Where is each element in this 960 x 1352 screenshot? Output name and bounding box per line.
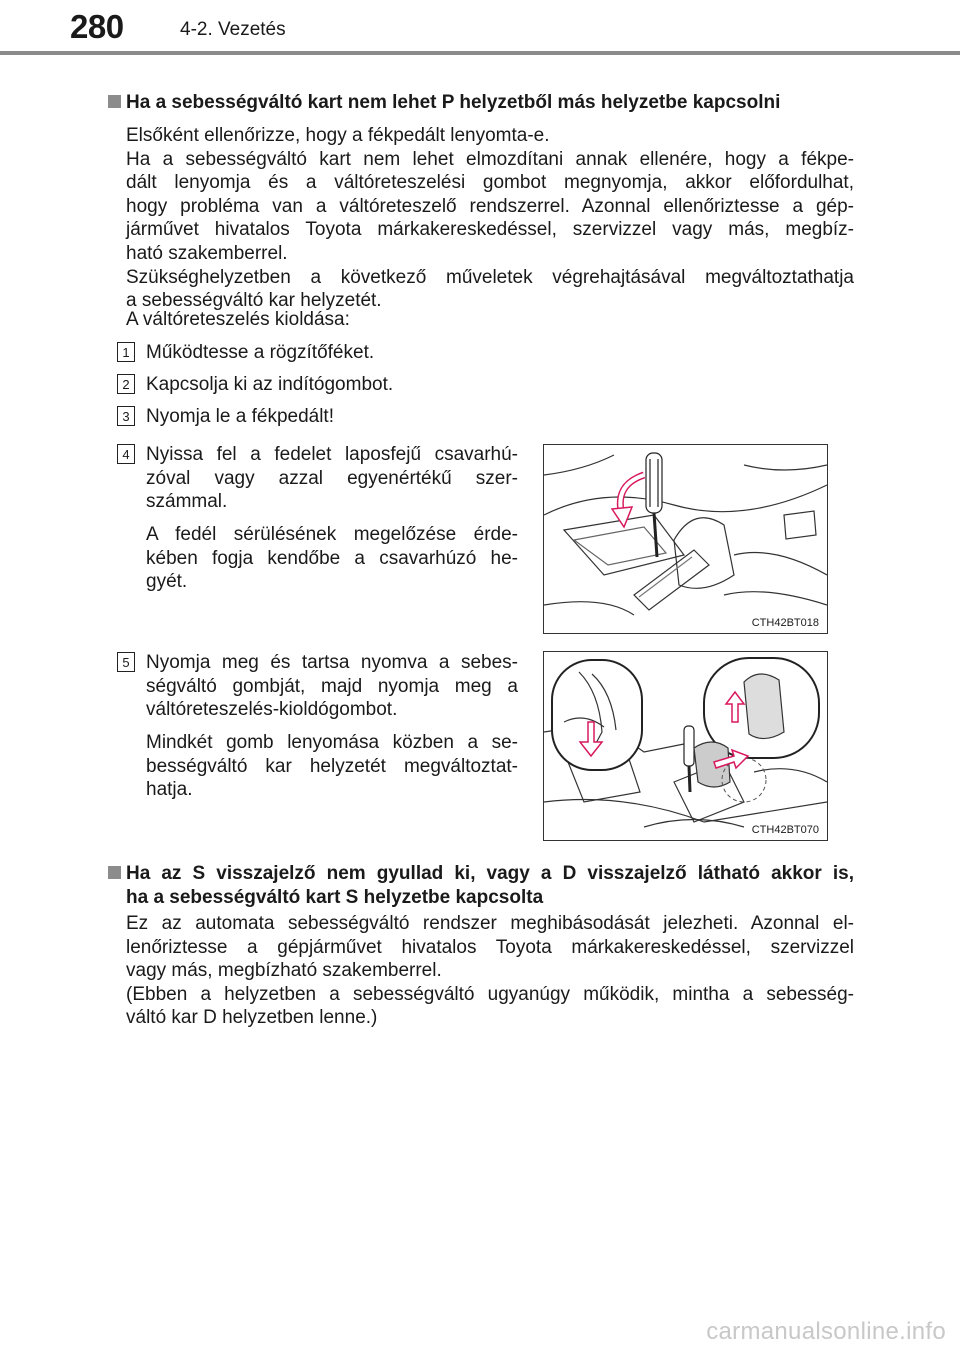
section-title: 4-2. Vezetés	[180, 19, 286, 40]
figure-shift-release	[543, 651, 828, 841]
step-5-line: Nyomja meg és tartsa nyomva a sebes-	[146, 652, 518, 673]
step-4-note-line: gyét.	[146, 571, 188, 593]
section-1-line: ható szakemberrel.	[126, 242, 288, 264]
section-1-body	[126, 124, 854, 313]
section-1	[126, 91, 854, 115]
release-intro: A váltóreteszelés kioldása:	[126, 309, 350, 330]
section-2-line: Ez az automata sebességváltó rendszer meghibásodását jelezheti. Azonnal el-	[126, 913, 854, 934]
section-1-line: a sebességváltó kar helyzetét.	[126, 290, 382, 312]
step-5-note-line: Mindkét gomb lenyomása közben a se-	[146, 732, 518, 753]
step-2-text: Kapcsolja ki az indítógombot.	[146, 374, 394, 395]
section-1-line: járművet hivatalos Toyota márkakereskedéssel, szervizzel vagy más, megbíz-	[126, 219, 854, 241]
step-5-note-line: bességváltó kar helyzetét megváltoztat-	[146, 755, 518, 777]
step-4-text	[146, 443, 518, 514]
figure-code: CTH42BT018	[751, 617, 819, 629]
section-2-line: váltó kar D helyzetben lenne.)	[126, 1007, 378, 1029]
step-3-text: Nyomja le a fékpedált!	[146, 406, 334, 427]
section-1-line: hogy probléma van a váltóreteszelő rendszerrel. Azonnal ellenőriztesse a gép-	[126, 195, 854, 217]
section-1-line: Szükséghelyzetben a következő műveletek végrehajtásával megváltoztathatja	[126, 266, 854, 288]
screwdriver-cover-illustration	[544, 445, 827, 633]
section-2-line: (Ebben a helyzetben a sebességváltó ugyanúgy működik, mintha a sebesség-	[126, 983, 854, 1005]
step-4-note-line: A fedél sérülésének megelőzése érde-	[146, 524, 518, 545]
heading-bullet-icon	[108, 95, 121, 108]
section-1-heading-text: Ha a sebességváltó kart nem lehet P helyzetből más helyzetbe kapcsolni	[126, 92, 781, 113]
step-number-badge: 5	[117, 652, 135, 672]
step-4-note-line: kében fogja kendőbe a csavarhúzó he-	[146, 547, 518, 569]
step-number-badge: 2	[117, 374, 135, 394]
step-number-badge: 1	[117, 342, 135, 362]
step-5-line: ségváltó gombját, majd nyomja meg a	[146, 675, 518, 697]
section-2-heading	[126, 862, 854, 910]
section-1-line: Ha a sebességváltó kart nem lehet elmozdítani annak ellenére, hogy a fékpe-	[126, 148, 854, 170]
section-2-heading-line: Ha az S visszajelző nem gyullad ki, vagy a D visszajelző látható akkor is,	[126, 863, 854, 884]
step-4-line: zóval vagy azzal egyenértékű szer-	[146, 467, 518, 489]
section-1-heading	[126, 91, 854, 115]
section-2-line: vagy más, megbízható szakemberrel.	[126, 960, 442, 982]
step-1-text: Működtesse a rögzítőféket.	[146, 342, 375, 363]
figure-code: CTH42BT070	[751, 824, 819, 836]
section-2-heading-line: ha a sebességváltó kart S helyzetbe kapcsolta	[126, 887, 544, 908]
shift-release-illustration	[544, 652, 827, 840]
step-4-note	[146, 523, 518, 594]
step-5-text	[146, 651, 518, 722]
section-2-body	[126, 912, 854, 1030]
step-4-line: Nyissa fel a fedelet laposfejű csavarhú-	[146, 444, 518, 465]
page-number: 280	[70, 8, 124, 45]
step-number-badge: 3	[117, 406, 135, 426]
section-2	[126, 862, 854, 910]
step-5-note-line: hatja.	[146, 779, 193, 801]
step-5-note	[146, 731, 518, 802]
section-1-line: Elsőként ellenőrizze, hogy a fékpedált lenyomta-e.	[126, 125, 550, 146]
heading-bullet-icon	[108, 866, 121, 879]
step-5-line: váltóreteszelés-kioldógombot.	[146, 699, 398, 721]
section-1-line: dált lenyomja és a váltóreteszelési gombot megnyomja, akkor előfordulhat,	[126, 172, 854, 194]
figure-screwdriver-cover	[543, 444, 828, 634]
watermark: carmanualsonline.info	[706, 1318, 946, 1345]
section-2-line: lenőriztesse a gépjárművet hivatalos Toyota márkakereskedéssel, szervizzel	[126, 936, 854, 958]
header-rule	[0, 51, 960, 55]
step-4-line: számmal.	[146, 491, 228, 513]
step-number-badge: 4	[117, 444, 135, 464]
